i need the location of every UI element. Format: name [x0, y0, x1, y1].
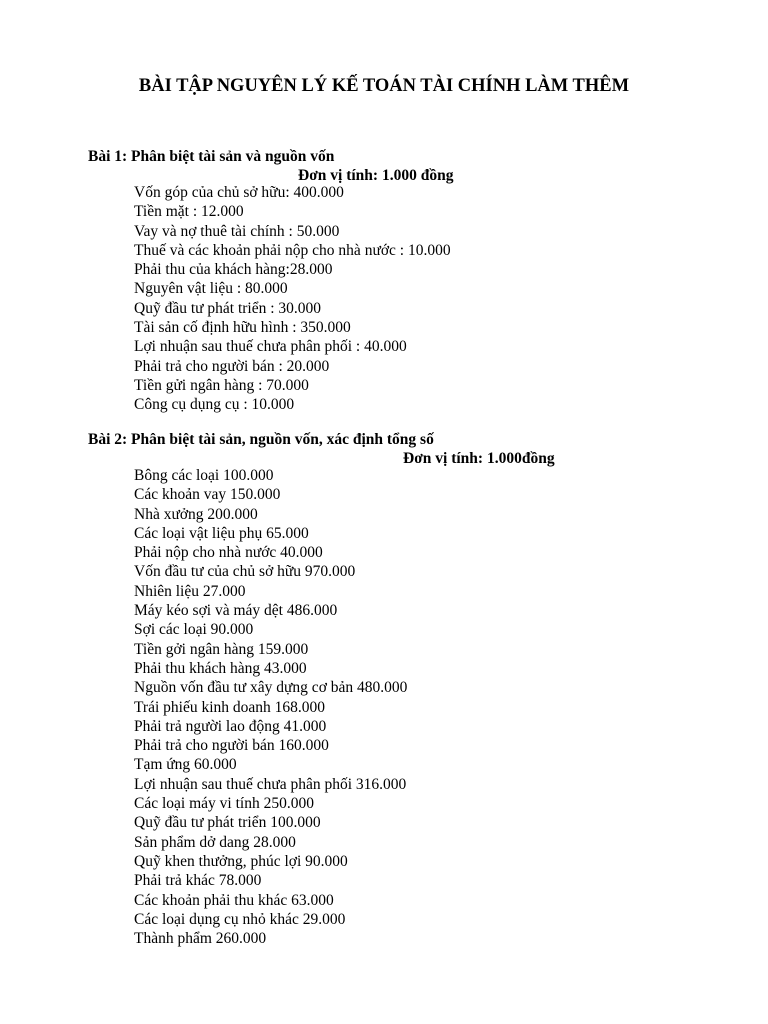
list-item-text: Các khoản vay 150.000 — [134, 486, 281, 504]
list-item-text: Tài sản cố định hữu hình : 350.000 — [134, 319, 351, 337]
exercise-1-heading: Bài 1: Phân biệt tài sản và nguồn vốn — [88, 148, 335, 165]
page-title: BÀI TẬP NGUYÊN LÝ KẾ TOÁN TÀI CHÍNH LÀM THÊM — [138, 76, 630, 96]
list-item-text: Tiền gởi ngân hàng 159.000 — [134, 640, 309, 658]
list-item-text: Phải thu khách hàng 43.000 — [134, 659, 307, 677]
list-item-text: Sợi các loại 90.000 — [134, 621, 254, 639]
list-item-text: Phải nộp cho nhà nước 40.000 — [134, 544, 323, 562]
list-item-text: Nguồn vốn đầu tư xây dựng cơ bản 480.000 — [134, 679, 408, 697]
list-item-text: Thuế và các khoản phải nộp cho nhà nước : 10.000 — [134, 241, 451, 259]
exercise-2-heading: Bài 2: Phân biệt tài sản, nguồn vốn, xác định tổng số — [88, 431, 434, 448]
list-item-text: Nhà xưởng 200.000 — [134, 505, 258, 523]
list-item-text: Vốn đầu tư của chủ sở hữu 970.000 — [134, 563, 356, 581]
exercise-2-unit: Đơn vị tính: 1.000đồng — [403, 450, 555, 467]
list-item-text: Máy kéo sợi và máy dệt 486.000 — [134, 602, 338, 620]
list-item-text: Phải trả cho người bán 160.000 — [134, 737, 329, 755]
list-item-text: Phải trả khác 78.000 — [134, 872, 262, 890]
list-item-text: Các loại dụng cụ nhỏ khác 29.000 — [134, 910, 346, 928]
list-item-text: Các loại máy vi tính 250.000 — [134, 795, 314, 813]
list-item-text: Nguyên vật liệu : 80.000 — [134, 280, 288, 298]
list-item-text: Công cụ dụng cụ : 10.000 — [134, 396, 295, 414]
list-item-text: Vay và nợ thuê tài chính : 50.000 — [134, 222, 340, 240]
list-item-text: Bông các loại 100.000 — [134, 467, 274, 484]
list-item-text: Trái phiếu kinh doanh 168.000 — [134, 698, 326, 716]
list-item-text: Sản phẩm dở dang 28.000 — [134, 833, 296, 851]
list-item-text: Tiền gửi ngân hàng : 70.000 — [134, 376, 309, 394]
exercise-1-unit: Đơn vị tính: 1.000 đồng — [298, 167, 454, 184]
list-item-text: Các khoản phải thu khác 63.000 — [134, 891, 334, 909]
list-item-text: Quỹ đầu tư phát triển 100.000 — [134, 814, 321, 832]
list-item-text: Phải trả người lao động 41.000 — [134, 717, 327, 735]
list-item-text: Thành phẩm 260.000 — [134, 930, 267, 948]
list-item-text: Vốn góp của chủ sở hữu: 400.000 — [134, 184, 344, 201]
list-item-text: Quỹ khen thưởng, phúc lợi 90.000 — [134, 852, 348, 870]
list-item-text: Quỹ đầu tư phát triển : 30.000 — [134, 299, 322, 317]
list-item-text: Tạm ứng 60.000 — [134, 756, 237, 774]
list-item-text: Tiền mặt : 12.000 — [134, 203, 244, 221]
list-item-text: Phải thu của khách hàng:28.000 — [134, 261, 333, 279]
list-item-text: Lợi nhuận sau thuế chưa phân phối 316.000 — [134, 775, 407, 793]
list-item-text: Các loại vật liệu phụ 65.000 — [134, 524, 309, 542]
list-item-text: Lợi nhuận sau thuế chưa phân phối : 40.000 — [134, 338, 407, 356]
list-item-text: Nhiên liệu 27.000 — [134, 582, 246, 600]
list-item-text: Phải trả cho người bán : 20.000 — [134, 357, 330, 375]
